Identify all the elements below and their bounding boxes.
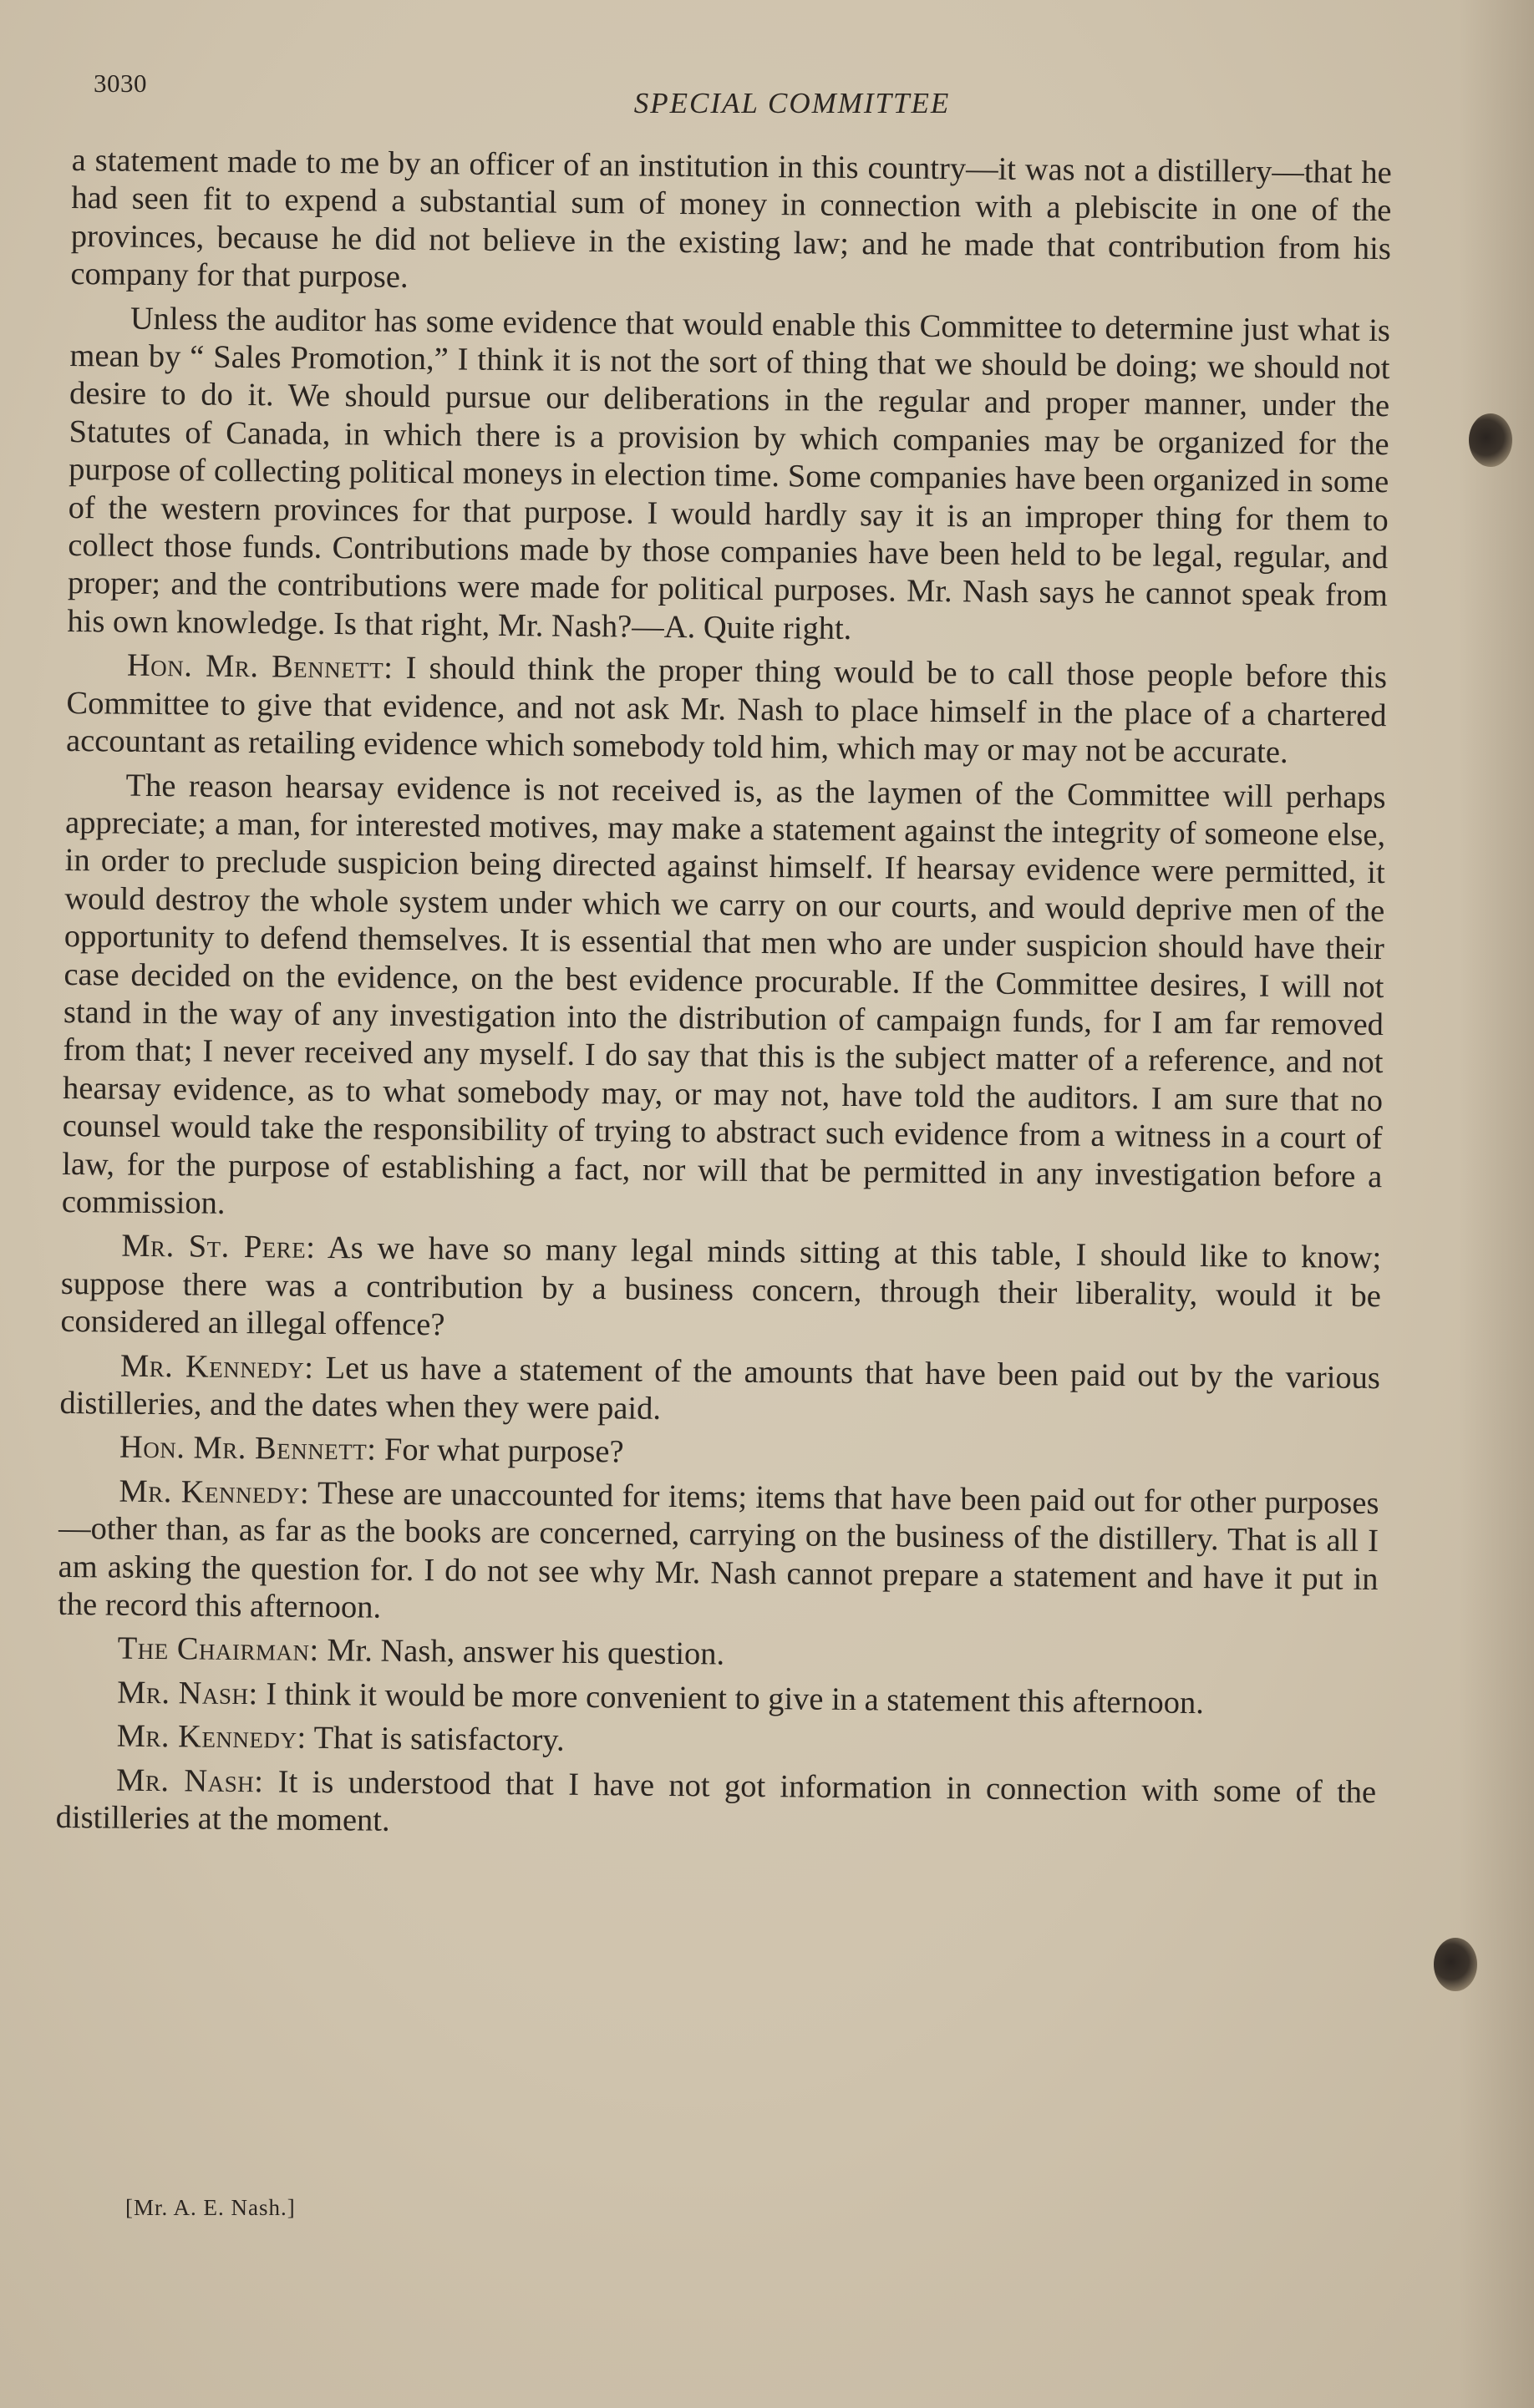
paragraph-text: Let us have a statement of the amounts that have been paid out by the various distilleries, and the dates when they were paid. (59, 1350, 1381, 1427)
paragraph-text: It is understood that I have not got information in connection with some of the distilleries at the moment. (55, 1764, 1377, 1838)
paragraph-6 (59, 1347, 1380, 1436)
speaker-name: Hon. Mr. Bennett: (126, 647, 394, 686)
paragraph-5 (60, 1227, 1381, 1353)
paragraph-7 (59, 1428, 1379, 1479)
paragraph-4 (62, 766, 1386, 1234)
paragraph-text: That is satisfactory. (313, 1721, 565, 1758)
paragraph-text: Mr. Nash, answer his question. (327, 1633, 725, 1673)
page-edge-shadow (1459, 0, 1534, 2408)
paragraph-12 (56, 1762, 1377, 1850)
paragraph-text: Unless the auditor has some evidence that would enable this Committee to determine just what is mean by “ Sales Promotion,” I think it is not the sort of thing that we should be doing; we should not desire to do it. We should pursue our deliberations in the regular and proper manner, under the Statutes of Canada, in which there is a provision by which companies may be organized for the purpose of collecting political moneys in election time. Some companies have been organized in some of the western provinces for that purpose. I would hardly say it is an improper thing for them to collect those funds. Contributions made by those companies have been held to be legal, regular, and proper; and the contributions were made for political purposes. Mr. Nash says he cannot speak from his own knowledge. Is that right, Mr. Nash?—A. Quite right. (67, 301, 1391, 646)
paragraph-text: These are unaccounted for items; items that have been paid out for other purposes—other than, as far as the books are concerned, carrying on the business of the distillery. That is all I am asking the question for. I do not see why Mr. Nash cannot prepare a statement and have it put in the record this afternoon. (57, 1475, 1379, 1625)
paragraph-1 (70, 142, 1392, 307)
page-number: 3030 (94, 68, 147, 98)
paragraph-text: I should think the proper thing would be to call those people before this Committee to give that evidence, and not ask Mr. Nash to place himself in the place of a chartered accountant as retailing evidence which somebody told him, which may or may not be accurate. (65, 651, 1388, 771)
speaker-name: Mr. Nash: (116, 1675, 258, 1712)
paragraph-11 (56, 1717, 1376, 1768)
binder-hole-bottom (1434, 1938, 1477, 1991)
speaker-name: Mr. Kennedy: (119, 1348, 314, 1386)
paragraph-10 (57, 1674, 1377, 1725)
paragraph-9 (57, 1630, 1377, 1681)
paragraph-text: a statement made to me by an officer of an institution in this country—it was not a distillery—that he had seen fit to expend a substantial sum of money in connection with a plebiscite in one of the provinces, because he did not believe in the existing law; and he made that contribution from his company for that purpose. (70, 142, 1392, 296)
paragraph-text: The reason hearsay evidence is not received is, as the laymen of the Committee will perhaps appreciate; a man, for interested motives, may make a statement against the integrity of someone else, in order to preclude suspicion being directed against himself. If hearsay evidence were permitted, it would destroy the whole system under which we carry on our courts, and would deprive men of the opportunity to defend themselves. It is essential that men who are under suspicion should have their case decided on the evidence, on the best evidence procurable. If the Committee desires, I will not stand in the way of any investigation into the distribution of campaign funds, for I am far removed from that; I never received any myself. I do say that this is the subject matter of a reference, and not hearsay evidence, as to what somebody may, or may not, have told the auditors. I am sure that no counsel would take the responsibility of trying to abstract such evidence from a witness in a court of law, for the purpose of establishing a fact, nor will that be permitted in any investigation before a commission. (61, 768, 1386, 1221)
speaker-name: Mr. Nash: (115, 1762, 264, 1799)
running-head: SPECIAL COMMITTEE (633, 87, 951, 119)
speaker-name: Mr. Kennedy: (116, 1718, 307, 1757)
speaker-name: The Chairman: (117, 1631, 319, 1669)
speaker-name: Mr. Kennedy: (119, 1473, 310, 1511)
binder-hole-top (1469, 413, 1512, 467)
paragraph-text: I think it would be more convenient to give in a statement this afternoon. (266, 1676, 1205, 1721)
transcript-body (55, 142, 1391, 1856)
paragraph-3 (66, 646, 1387, 773)
speaker-name: Mr. St. Pere: (121, 1229, 316, 1266)
speaker-name: Hon. Mr. Bennett: (119, 1430, 377, 1468)
paragraph-text: For what purpose? (384, 1432, 624, 1470)
paragraph-text: As we have so many legal minds sitting at this table, I should like to know; suppose there was a contribution by a business concern, through their liberality, would it be considered an illegal offence? (60, 1230, 1382, 1343)
paragraph-8 (58, 1473, 1379, 1637)
paragraph-2 (67, 300, 1390, 654)
footer-speaker-note: [Mr. A. E. Nash.] (125, 2195, 296, 2220)
